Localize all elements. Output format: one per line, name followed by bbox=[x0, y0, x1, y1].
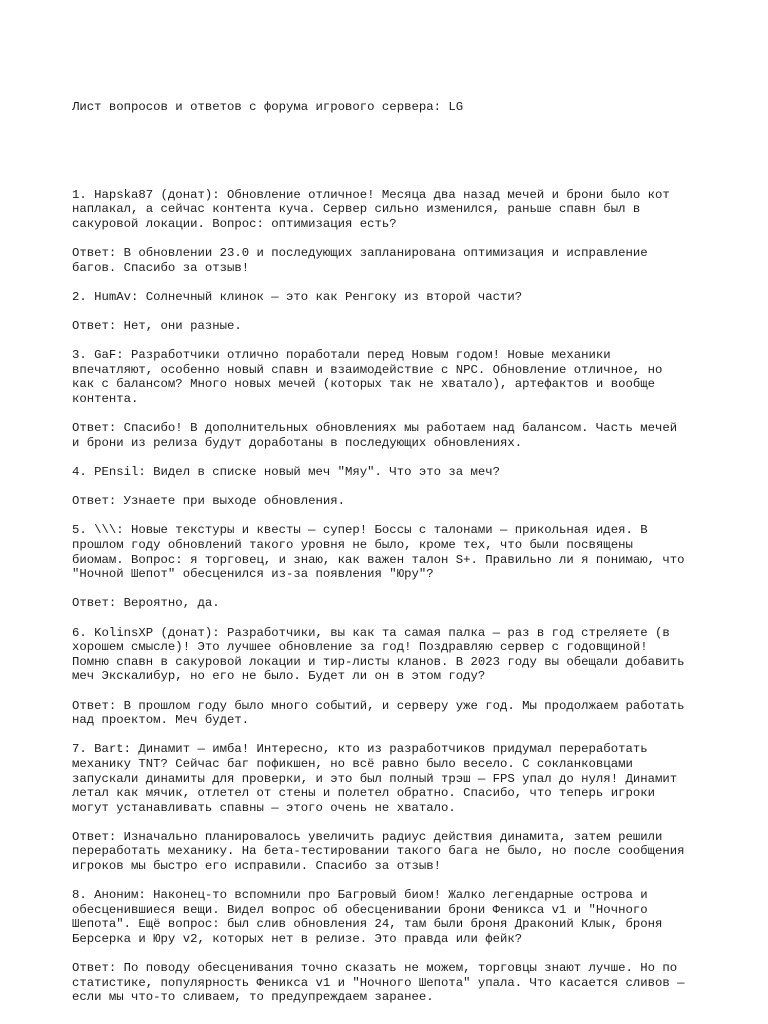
answer-line: Ответ: В прошлом году было много событий, и серверу уже год. Мы продолжаем работать bbox=[72, 698, 685, 713]
question-line: меч Экскалибур, но его не было. Будет ли он в этом году? bbox=[72, 669, 486, 684]
answer-line: Ответ: Спасибо! В дополнительных обновлениях мы работаем над балансом. Часть мечей bbox=[72, 421, 678, 436]
spacer bbox=[72, 232, 712, 247]
question-line: 2. HumAv: Солнечный клинок — это как Ренгоку из второй части? bbox=[72, 289, 523, 304]
answer-line: переработать механику. На бета-тестировании такого бага не было, но после сообщения bbox=[72, 844, 685, 859]
spacer bbox=[72, 684, 712, 699]
spacer bbox=[72, 144, 712, 159]
question-line: обесценившиеся вещи. Видел вопрос об обесценивании брони Феникса v1 и "Ночного bbox=[72, 902, 648, 917]
answer-line: и брони из релиза будут доработаны в последующих обновлениях. bbox=[72, 435, 523, 450]
spacer bbox=[72, 509, 712, 524]
spacer bbox=[72, 874, 712, 889]
spacer bbox=[72, 480, 712, 495]
spacer bbox=[72, 275, 712, 290]
question-line: Помню спавн в сакуровой локации и тир-листы кланов. В 2023 году вы обещали добавить bbox=[72, 654, 685, 669]
qa-document bbox=[72, 71, 712, 1020]
answer-line: если мы что-то сливаем, то предупреждаем заранее. bbox=[72, 990, 434, 1005]
question-line: Берсерка и Юру v2, которых нет в релизе. Это правда или фейк? bbox=[72, 932, 523, 947]
question-line: биомам. Вопрос: я торговец, и знаю, как важен талон S+. Правильно ли я понимаю, что bbox=[72, 552, 685, 567]
question-block bbox=[72, 290, 712, 305]
question-block bbox=[72, 465, 712, 480]
question-line: 8. Аноним: Наконец-то вспомнили про Багровый биом! Жалко легендарные острова и bbox=[72, 888, 648, 903]
answer-line: Ответ: Нет, они разные. bbox=[72, 319, 242, 334]
spacer bbox=[72, 334, 712, 349]
spacer bbox=[72, 450, 712, 465]
answer-block bbox=[72, 830, 712, 874]
question-line: 1. Hapska87 (донат): Обновление отличное! Месяца два назад мечей и брони было кот bbox=[72, 187, 670, 202]
spacer bbox=[72, 611, 712, 626]
answer-line: Ответ: Вероятно, да. bbox=[72, 596, 220, 611]
question-line: 4. PEnsil: Видел в списке новый меч "Мяу". Что это за меч? bbox=[72, 465, 501, 480]
answer-line: игроков мы быстро его исправили. Спасибо за отзыв! bbox=[72, 859, 441, 874]
question-line: летал как мячик, отлетел от стены и полетел обратно. Спасибо, что теперь игроки bbox=[72, 786, 655, 801]
question-block bbox=[72, 523, 712, 581]
question-line: 3. GaF: Разработчики отлично поработали перед Новым годом! Новые механики bbox=[72, 348, 611, 363]
question-block bbox=[72, 348, 712, 406]
answer-line: Ответ: Узнаете при выходе обновления. bbox=[72, 494, 346, 509]
answer-block bbox=[72, 494, 712, 509]
question-block bbox=[72, 888, 712, 946]
question-block bbox=[72, 742, 712, 815]
question-block bbox=[72, 188, 712, 232]
answer-block bbox=[72, 246, 712, 275]
question-line: контента. bbox=[72, 392, 139, 407]
answer-block bbox=[72, 421, 712, 450]
question-line: 7. Bart: Динамит — имба! Интересно, кто из разработчиков придумал переработать bbox=[72, 742, 648, 757]
answer-line: Ответ: По поводу обесценивания точно сказать не можем, торговцы знают лучше. Но по bbox=[72, 961, 678, 976]
answer-block bbox=[72, 699, 712, 728]
answer-line: статистике, популярность Феникса v1 и "Ночного Шепота" упала. Что касается сливов — bbox=[72, 975, 685, 990]
question-line: сакуровой локации. Вопрос: оптимизация есть? bbox=[72, 216, 397, 231]
answer-line: над проектом. Меч будет. bbox=[72, 713, 250, 728]
answer-block bbox=[72, 319, 712, 334]
answer-line: Ответ: В обновлении 23.0 и последующих запланирована оптимизация и исправление bbox=[72, 246, 648, 261]
spacer bbox=[72, 407, 712, 422]
question-line: хорошем смысле)! Это лучшее обновление за год! Поздравляю сервер с годовщиной! bbox=[72, 640, 648, 655]
answer-line: багов. Спасибо за отзыв! bbox=[72, 260, 250, 275]
question-block bbox=[72, 626, 712, 684]
spacer bbox=[72, 305, 712, 320]
question-line: могут устанавливать спавны — этого очень не хватало. bbox=[72, 800, 456, 815]
question-line: наплакал, а сейчас контента куча. Сервер сильно изменился, раньше спавн был в bbox=[72, 202, 641, 217]
document-title: Лист вопросов и ответов с форума игрового сервера: LG bbox=[72, 100, 464, 115]
question-line: "Ночной Шепот" обесценился из-за появления "Юру"? bbox=[72, 567, 434, 582]
question-line: 5. \\\: Новые текстуры и квесты — супер! Боссы с талонами — прикольная идея. В bbox=[72, 523, 648, 538]
qa-blocks bbox=[72, 188, 712, 1005]
question-line: Шепота". Ещё вопрос: был слив обновления 24, там были броня Драконий Клык, броня bbox=[72, 917, 663, 932]
answer-line: Ответ: Изначально планировалось увеличить радиус действия динамита, затем решили bbox=[72, 829, 663, 844]
spacer bbox=[72, 582, 712, 597]
question-line: прошлом году обновлений такого уровня не было, кроме тех, что были посвящены bbox=[72, 538, 633, 552]
spacer bbox=[72, 728, 712, 743]
answer-block bbox=[72, 961, 712, 1005]
spacer bbox=[72, 947, 712, 962]
spacer bbox=[72, 815, 712, 830]
question-line: запускали динамиты для проверки, и это был полный трэш — FPS упал до нуля! Динамит bbox=[72, 771, 678, 786]
question-line: как с балансом? Много новых мечей (которых так не хватало), артефактов и вообще bbox=[72, 377, 655, 392]
question-line: 6. KolinsXP (донат): Разработчики, вы как та самая палка — раз в год стреляете (в bbox=[72, 625, 670, 640]
answer-block bbox=[72, 596, 712, 611]
question-line: впечатляют, особенно новый спавн и взаимодействие с NPC. Обновление отличное, но bbox=[72, 362, 663, 377]
question-line: механику TNT? Сейчас баг пофикшен, но всё равно было весело. С сокланковцами bbox=[72, 756, 633, 771]
